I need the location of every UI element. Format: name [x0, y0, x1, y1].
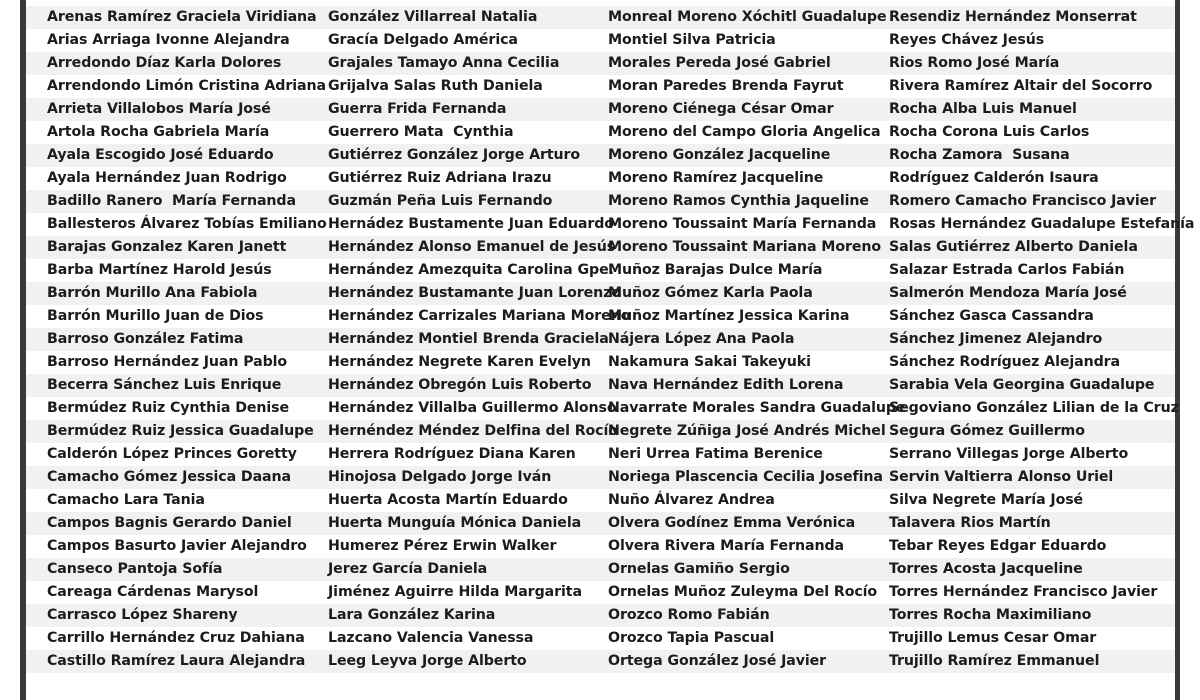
name-cell: Barroso Hernández Juan Pablo	[47, 354, 288, 370]
table-row	[0, 351, 1200, 374]
name-cell: Montiel Silva Patricia	[608, 32, 776, 48]
table-row	[0, 6, 1200, 29]
name-cell: Huerta Munguía Mónica Daniela	[328, 515, 582, 531]
name-cell: Moreno Ramos Cynthia Jaqueline	[608, 193, 869, 209]
name-cell: Arrieta Villalobos María José	[47, 101, 271, 117]
name-cell: Olvera Godínez Emma Verónica	[608, 515, 856, 531]
name-cell: Arredondo Díaz Karla Dolores	[47, 55, 282, 71]
name-cell: Torres Rocha Maximiliano	[889, 607, 1092, 623]
name-cell: Talavera Rios Martín	[889, 515, 1051, 531]
name-cell: Moreno Ramírez Jacqueline	[608, 170, 824, 186]
table-row	[0, 558, 1200, 581]
name-cell: Nava Hernández Edith Lorena	[608, 377, 844, 393]
name-cell: Ayala Hernández Juan Rodrigo	[47, 170, 287, 186]
name-cell: Rocha Corona Luis Carlos	[889, 124, 1090, 140]
name-cell: Torres Acosta Jacqueline	[889, 561, 1083, 577]
table-row	[0, 420, 1200, 443]
table-row	[0, 75, 1200, 98]
name-cell: Servin Valtierra Alonso Uriel	[889, 469, 1114, 485]
table-row	[0, 282, 1200, 305]
name-cell: Salas Gutiérrez Alberto Daniela	[889, 239, 1138, 255]
name-cell: Camacho Gómez Jessica Daana	[47, 469, 292, 485]
table-row	[0, 650, 1200, 673]
name-cell: Hernández Amezquita Carolina Gpe.	[328, 262, 614, 278]
table-row	[0, 213, 1200, 236]
name-cell: Huerta Acosta Martín Eduardo	[328, 492, 568, 508]
name-cell: Guzmán Peña Luis Fernando	[328, 193, 553, 209]
name-cell: Campos Bagnis Gerardo Daniel	[47, 515, 292, 531]
name-cell: Hernández Villalba Guillermo Alonso	[328, 400, 617, 416]
name-cell: Sarabia Vela Georgina Guadalupe	[889, 377, 1155, 393]
name-cell: Canseco Pantoja Sofía	[47, 561, 223, 577]
name-cell: Jiménez Aguirre Hilda Margarita	[328, 584, 582, 600]
name-cell: Nájera López Ana Paola	[608, 331, 795, 347]
name-cell: Leeg Leyva Jorge Alberto	[328, 653, 527, 669]
table-row	[0, 466, 1200, 489]
name-cell: Moreno del Campo Gloria Angelica	[608, 124, 881, 140]
name-cell: Rios Romo José María	[889, 55, 1060, 71]
name-cell: Rosas Hernández Guadalupe Estefanía	[889, 216, 1195, 232]
name-cell: Jerez García Daniela	[328, 561, 488, 577]
name-cell: Guerrero Mata Cynthia	[328, 124, 514, 140]
names-list	[0, 6, 1200, 673]
table-row	[0, 121, 1200, 144]
name-cell: Rivera Ramírez Altair del Socorro	[889, 78, 1153, 94]
name-cell: Ortega González José Javier	[608, 653, 827, 669]
name-cell: Moreno Ciénega César Omar	[608, 101, 834, 117]
name-cell: Hernádez Bustamente Juan Eduardo	[328, 216, 614, 232]
name-cell: Muñoz Martínez Jessica Karina	[608, 308, 850, 324]
name-cell: Resendiz Hernández Monserrat	[889, 9, 1137, 25]
name-cell: Badillo Ranero María Fernanda	[47, 193, 296, 209]
name-cell: Bermúdez Ruiz Jessica Guadalupe	[47, 423, 314, 439]
name-cell: Barajas Gonzalez Karen Janett	[47, 239, 287, 255]
name-cell: Nuño Álvarez Andrea	[608, 492, 775, 508]
table-row	[0, 167, 1200, 190]
name-cell: Lazcano Valencia Vanessa	[328, 630, 534, 646]
table-row	[0, 328, 1200, 351]
name-cell: Hernández Bustamante Juan Lorenzo	[328, 285, 621, 301]
name-cell: Becerra Sánchez Luis Enrique	[47, 377, 282, 393]
name-cell: Noriega Plascencia Cecilia Josefina	[608, 469, 883, 485]
name-cell: Lara González Karina	[328, 607, 496, 623]
name-cell: Monreal Moreno Xóchitl Guadalupe	[608, 9, 887, 25]
name-cell: Artola Rocha Gabriela María	[47, 124, 270, 140]
name-cell: Gracía Delgado América	[328, 32, 518, 48]
table-row	[0, 489, 1200, 512]
name-cell: Torres Hernández Francisco Javier	[889, 584, 1158, 600]
name-cell: Barroso González Fatima	[47, 331, 244, 347]
name-cell: Olvera Rivera María Fernanda	[608, 538, 844, 554]
name-cell: Arias Arriaga Ivonne Alejandra	[47, 32, 290, 48]
name-cell: Castillo Ramírez Laura Alejandra	[47, 653, 306, 669]
name-cell: Rodríguez Calderón Isaura	[889, 170, 1099, 186]
name-cell: Trujillo Lemus Cesar Omar	[889, 630, 1097, 646]
name-cell: Arrendondo Limón Cristina Adriana	[47, 78, 326, 94]
name-cell: Orozco Romo Fabián	[608, 607, 770, 623]
table-row	[0, 604, 1200, 627]
table-row	[0, 374, 1200, 397]
table-row	[0, 581, 1200, 604]
name-cell: Neri Urrea Fatima Berenice	[608, 446, 823, 462]
table-row	[0, 397, 1200, 420]
name-cell: Carrillo Hernández Cruz Dahiana	[47, 630, 305, 646]
name-cell: Grajales Tamayo Anna Cecilia	[328, 55, 560, 71]
name-cell: Ballesteros Álvarez Tobías Emiliano	[47, 216, 327, 232]
name-cell: Ayala Escogido José Eduardo	[47, 147, 274, 163]
name-cell: Nakamura Sakai Takeyuki	[608, 354, 811, 370]
name-cell: Moreno González Jacqueline	[608, 147, 831, 163]
name-cell: Tebar Reyes Edgar Eduardo	[889, 538, 1107, 554]
name-cell: Silva Negrete María José	[889, 492, 1084, 508]
name-cell: Sánchez Jimenez Alejandro	[889, 331, 1103, 347]
name-cell: Barrón Murillo Ana Fabiola	[47, 285, 258, 301]
name-cell: Salmerón Mendoza María José	[889, 285, 1127, 301]
name-cell: Hernéndez Méndez Delfina del Rocío	[328, 423, 618, 439]
name-cell: Moran Paredes Brenda Fayrut	[608, 78, 844, 94]
name-cell: Navarrate Morales Sandra Guadalupe	[608, 400, 906, 416]
name-cell: Segura Gómez Guillermo	[889, 423, 1085, 439]
name-cell: Herrera Rodríguez Diana Karen	[328, 446, 576, 462]
table-row	[0, 98, 1200, 121]
table-row	[0, 512, 1200, 535]
name-cell: Campos Basurto Javier Alejandro	[47, 538, 307, 554]
name-cell: Romero Camacho Francisco Javier	[889, 193, 1157, 209]
name-cell: Ornelas Gamiño Sergio	[608, 561, 790, 577]
table-row	[0, 535, 1200, 558]
table-row	[0, 144, 1200, 167]
name-cell: Hernández Carrizales Mariana Moreno	[328, 308, 631, 324]
table-row	[0, 305, 1200, 328]
table-row	[0, 29, 1200, 52]
name-cell: Negrete Zúñiga José Andrés Michel	[608, 423, 886, 439]
name-cell: Morales Pereda José Gabriel	[608, 55, 831, 71]
name-cell: Hernández Obregón Luis Roberto	[328, 377, 592, 393]
name-cell: Grijalva Salas Ruth Daniela	[328, 78, 543, 94]
name-cell: Orozco Tapia Pascual	[608, 630, 775, 646]
table-row	[0, 52, 1200, 75]
name-cell: Bermúdez Ruiz Cynthia Denise	[47, 400, 290, 416]
name-cell: Hinojosa Delgado Jorge Iván	[328, 469, 552, 485]
name-cell: Rocha Alba Luis Manuel	[889, 101, 1077, 117]
table-row	[0, 627, 1200, 650]
name-cell: Moreno Toussaint María Fernanda	[608, 216, 877, 232]
table-row	[0, 190, 1200, 213]
name-cell: Calderón López Princes Goretty	[47, 446, 297, 462]
name-cell: Muñoz Gómez Karla Paola	[608, 285, 813, 301]
table-row	[0, 259, 1200, 282]
name-cell: Muñoz Barajas Dulce María	[608, 262, 823, 278]
table-row	[0, 443, 1200, 466]
name-cell: Carrasco López Shareny	[47, 607, 238, 623]
name-cell: Hernández Alonso Emanuel de Jesús	[328, 239, 616, 255]
name-cell: Rocha Zamora Susana	[889, 147, 1070, 163]
name-cell: Arenas Ramírez Graciela Viridiana	[47, 9, 317, 25]
name-cell: Hernández Montiel Brenda Graciela	[328, 331, 609, 347]
name-cell: Guerra Frida Fernanda	[328, 101, 507, 117]
name-cell: Barrón Murillo Juan de Dios	[47, 308, 264, 324]
name-cell: Gutiérrez Ruiz Adriana Irazu	[328, 170, 552, 186]
table-row	[0, 236, 1200, 259]
name-cell: Hernández Negrete Karen Evelyn	[328, 354, 591, 370]
name-cell: Salazar Estrada Carlos Fabián	[889, 262, 1125, 278]
name-cell: Reyes Chávez Jesús	[889, 32, 1045, 48]
name-cell: Ornelas Muñoz Zuleyma Del Rocío	[608, 584, 878, 600]
name-cell: Sánchez Gasca Cassandra	[889, 308, 1094, 324]
name-cell: Serrano Villegas Jorge Alberto	[889, 446, 1129, 462]
name-cell: Moreno Toussaint Mariana Moreno	[608, 239, 882, 255]
name-cell: Gutiérrez González Jorge Arturo	[328, 147, 581, 163]
name-cell: Trujillo Ramírez Emmanuel	[889, 653, 1100, 669]
name-cell: Camacho Lara Tania	[47, 492, 205, 508]
name-cell: Segoviano González Lilian de la Cruz	[889, 400, 1179, 416]
name-cell: Barba Martínez Harold Jesús	[47, 262, 272, 278]
name-cell: Careaga Cárdenas Marysol	[47, 584, 259, 600]
name-cell: González Villarreal Natalia	[328, 9, 538, 25]
name-cell: Humerez Pérez Erwin Walker	[328, 538, 557, 554]
name-cell: Sánchez Rodríguez Alejandra	[889, 354, 1121, 370]
